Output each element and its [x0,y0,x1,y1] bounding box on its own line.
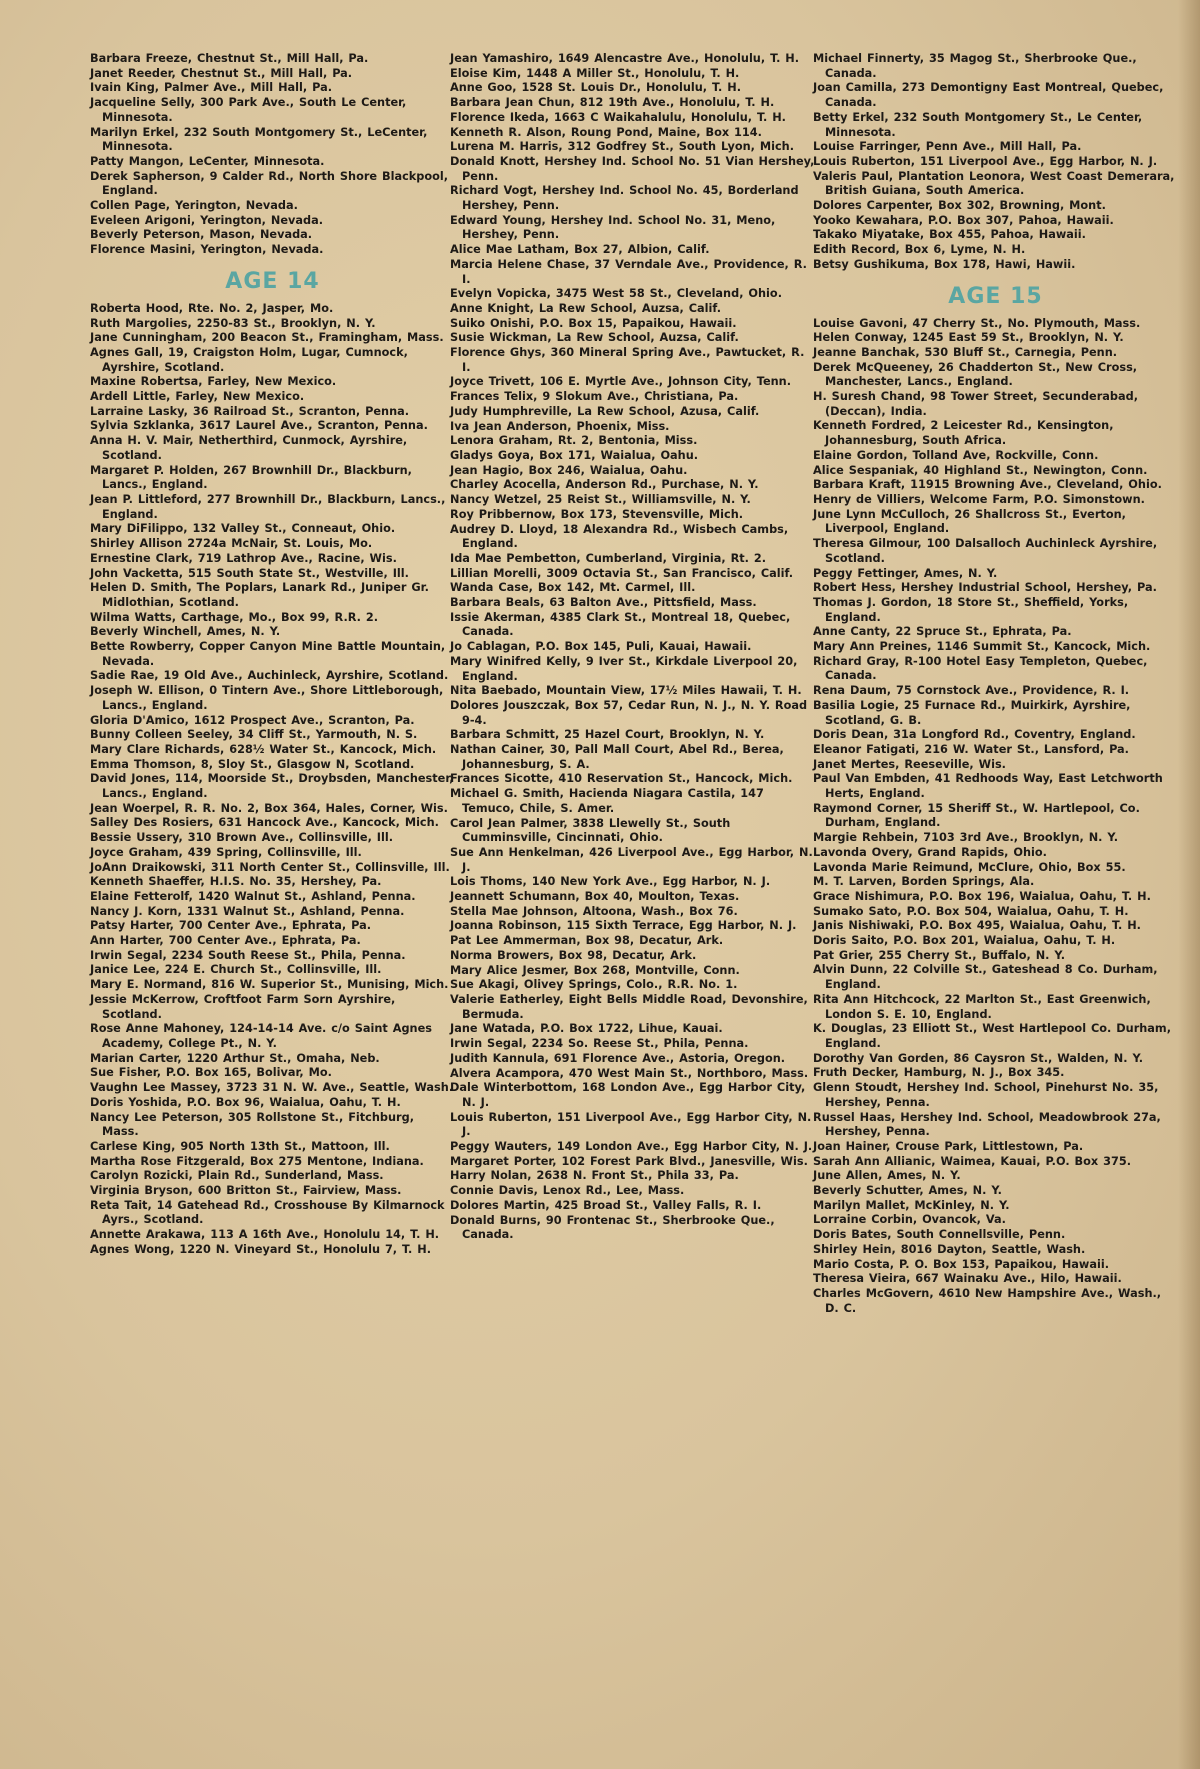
address-entry: Nancy J. Korn, 1331 Walnut St., Ashland, Penna. [90,904,405,918]
address-entry: Audrey D. Lloyd, 18 Alexandra Rd., Wisbech Cambs, England. [450,522,789,551]
address-entry: Shirley Hein, 8016 Dayton, Seattle, Wash. [813,1242,1086,1256]
address-entry: Jean Yamashiro, 1649 Alencastre Ave., Honolulu, T. H. [450,52,800,65]
address-entry: Doris Dean, 31a Longford Rd., Coventry, England. [813,728,1136,742]
address-entry: Theresa Vieira, 667 Wainaku Ave., Hilo, Hawaii. [813,1272,1122,1286]
address-entry: June Lynn McCulloch, 26 Shallcross St., Everton, Liverpool, England. [813,507,1126,536]
address-entry: June Allen, Ames, N. Y. [813,1169,961,1183]
address-entry: Doris Saito, P.O. Box 201, Waialua, Oahu, T. H. [813,934,1116,948]
address-entry: Eloise Kim, 1448 A Miller St., Honolulu, T. H. [450,66,740,80]
address-entry: Stella Mae Johnson, Altoona, Wash., Box 76. [450,904,738,918]
address-entry: Mario Costa, P. O. Box 153, Papaikou, Hawaii. [813,1257,1110,1271]
address-entry: Lorraine Corbin, Ovancok, Va. [813,1213,1006,1227]
address-entry: Reta Tait, 14 Gatehead Rd., Crosshouse By Kilmarnock Ayrs., Scotland. [90,1198,445,1227]
address-entry: Dorothy Van Gorden, 86 Caysron St., Walden, N. Y. [813,1051,1144,1065]
column-3 [813,52,1178,1316]
address-entry: David Jones, 114, Moorside St., Droybsden, Manchester, Lancs., England. [90,772,454,801]
address-entry: Joan Hainer, Crouse Park, Littlestown, Pa. [813,1139,1084,1153]
address-entry: Joseph W. Ellison, 0 Tintern Ave., Shore Littleborough, Lancs., England. [90,684,444,712]
address-entry: Florence Ghys, 360 Mineral Spring Ave., Pawtucket, R. I. [450,346,805,374]
address-entry: Ernestine Clark, 719 Lathrop Ave., Racine, Wis. [90,551,397,565]
address-entry: Rena Daum, 75 Cornstock Ave., Providence, R. I. [813,684,1130,698]
address-entry: Barbara Jean Chun, 812 19th Ave., Honolulu, T. H. [450,96,775,110]
address-entry: Susie Wickman, La Rew School, Auzsa, Calif. [450,331,739,345]
address-entry: Sue Akagi, Olivey Springs, Colo., R.R. No. 1. [450,978,738,992]
address-entry: Roberta Hood, Rte. No. 2, Jasper, Mo. [90,301,334,315]
address-entry: Sarah Ann Allianic, Waimea, Kauai, P.O. Box 375. [813,1154,1132,1168]
address-entry: Margie Rehbein, 7103 3rd Ave., Brooklyn, N. Y. [813,831,1118,845]
address-entry: Eleanor Fatigati, 216 W. Water St., Lansford, Pa. [813,742,1129,756]
address-entry: Issie Akerman, 4385 Clark St., Montreal 18, Quebec, Canada. [450,610,791,639]
address-entry: Janis Nishiwaki, P.O. Box 495, Waialua, Oahu, T. H. [813,919,1141,933]
address-entry: Lenora Graham, Rt. 2, Bentonia, Miss. [450,434,698,448]
address-entry: Robert Hess, Hershey Industrial School, Hershey, Pa. [813,581,1157,595]
address-entry: Nathan Cainer, 30, Pall Mall Court, Abel Rd., Berea, Johannesburg, S. A. [450,743,784,771]
address-entry: Beverly Peterson, Mason, Nevada. [90,228,313,242]
address-entry: Iva Jean Anderson, Phoenix, Miss. [450,419,670,433]
address-entry: Margaret P. Holden, 267 Brownhill Dr., Blackburn, Lancs., England. [90,463,412,492]
address-entry: Lavonda Marie Reimund, McClure, Ohio, Box 55. [813,860,1126,874]
address-entry: Valeris Paul, Plantation Leonora, West Coast Demerara, British Guiana, South America. [813,169,1175,198]
address-entry: Jeanne Banchak, 530 Bluff St., Carnegia, Penn. [813,345,1118,359]
address-entry: Alvin Dunn, 22 Colville St., Gateshead 8 Co. Durham, England. [813,963,1158,992]
address-entry: JoAnn Draikowski, 311 North Center St., Collinsville, Ill. [90,860,450,874]
address-entry: Patty Mangon, LeCenter, Minnesota. [90,154,325,168]
address-entry: Thomas J. Gordon, 18 Store St., Sheffield, Yorks, England. [813,595,1129,624]
address-entry: Janice Lee, 224 E. Church St., Collinsville, Ill. [90,963,382,977]
address-entry: Ann Harter, 700 Center Ave., Ephrata, Pa. [90,934,361,948]
address-entry: Nita Baebado, Mountain View, 17½ Miles Hawaii, T. H. [450,684,802,698]
address-entry: Frances Sicotte, 410 Reservation St., Hancock, Mich. [450,772,793,786]
address-entry: Florence Ikeda, 1663 C Waikahalulu, Honolulu, T. H. [450,110,786,124]
address-entry: Virginia Bryson, 600 Britton St., Fairview, Mass. [90,1184,402,1198]
address-entry: Betty Erkel, 232 South Montgomery St., Le Center, Minnesota. [813,110,1143,139]
address-entry: Edward Young, Hershey Ind. School No. 31, Meno, Hershey, Penn. [450,213,776,242]
address-entry: Larraine Lasky, 36 Railroad St., Scranton, Penna. [90,404,410,418]
column-2 [450,52,815,1243]
address-entry: Jacqueline Selly, 300 Park Ave., South Le Center, Minnesota. [90,96,407,124]
address-entry: Agnes Gall, 19, Craigston Holm, Lugar, Cumnock, Ayrshire, Scotland. [90,345,408,374]
address-entry: Bette Rowberry, Copper Canyon Mine Battle Mountain, Nevada. [90,640,446,668]
address-entry: K. Douglas, 23 Elliott St., West Hartlepool Co. Durham, England. [813,1022,1171,1050]
address-entry: Donald Knott, Hershey Ind. School No. 51 Vian Hershey, Penn. [450,154,815,183]
address-entry: Joan Camilla, 273 Demontigny East Montreal, Quebec, Canada. [813,81,1164,110]
address-entry: Betsy Gushikuma, Box 178, Hawi, Hawii. [813,257,1076,271]
address-entry: Helen D. Smith, The Poplars, Lanark Rd., Juniper Gr. Midlothian, Scotland. [90,581,429,609]
address-entry: Jeannett Schumann, Box 40, Moulton, Texas. [450,890,740,904]
age-heading: AGE 15 [948,283,1043,309]
address-entry: Pat Lee Ammerman, Box 98, Decatur, Ark. [450,934,724,948]
address-entry: Collen Page, Yerington, Nevada. [90,199,298,213]
address-entry: Peggy Wauters, 149 London Ave., Egg Harbor City, N. J. [450,1140,813,1154]
address-entry: Theresa Gilmour, 100 Dalsalloch Auchinleck Ayrshire, Scotland. [813,537,1158,565]
address-entry: Dolores Carpenter, Box 302, Browning, Mont. [813,199,1106,213]
address-entry: Harry Nolan, 2638 N. Front St., Phila 33, Pa. [450,1169,739,1183]
address-entry: Martha Rose Fitzgerald, Box 275 Mentone, Indiana. [90,1154,424,1168]
address-entry: Roy Pribbernow, Box 173, Stevensville, Mich. [450,507,744,521]
address-entry: Louis Ruberton, 151 Liverpool Ave., Egg Harbor, N. J. [813,154,1158,168]
address-entry: Salley Des Rosiers, 631 Hancock Ave., Kancock, Mich. [90,816,439,830]
address-entry: Peggy Fettinger, Ames, N. Y. [813,566,998,580]
address-entry: Ardell Little, Farley, New Mexico. [90,390,305,404]
address-entry: Basilia Logie, 25 Furnace Rd., Muirkirk, Ayrshire, Scotland, G. B. [813,698,1131,727]
address-entry: Russel Haas, Hershey Ind. School, Meadowbrook 27a, Hershey, Penna. [813,1110,1161,1139]
address-entry: Annette Arakawa, 113 A 16th Ave., Honolulu 14, T. H. [90,1228,440,1242]
address-entry: Henry de Villiers, Welcome Farm, P.O. Simonstown. [813,492,1145,506]
address-entry: Edith Record, Box 6, Lyme, N. H. [813,243,1026,257]
address-entry: Mary Ann Preines, 1146 Summit St., Kancock, Mich. [813,640,1151,654]
address-entry: Gladys Goya, Box 171, Waialua, Oahu. [450,448,699,462]
address-entry: Kenneth Shaeffer, H.I.S. No. 35, Hershey, Pa. [90,875,382,889]
address-entry: Ida Mae Pembetton, Cumberland, Virginia, Rt. 2. [450,551,767,565]
address-entry: Donald Burns, 90 Frontenac St., Sherbrooke Que., Canada. [450,1213,775,1242]
address-entry: Mary Winifred Kelly, 9 Iver St., Kirkdale Liverpool 20, England. [450,654,798,683]
address-entry: Grace Nishimura, P.O. Box 196, Waialua, Oahu, T. H. [813,889,1151,903]
address-entry: Frances Telix, 9 Slokum Ave., Christiana, Pa. [450,390,739,404]
address-entry: Louis Ruberton, 151 Liverpool Ave., Egg Harbor City, N. J. [450,1110,812,1139]
address-entry: Evelyn Vopicka, 3475 West 58 St., Cleveland, Ohio. [450,287,782,301]
address-entry: Dolores Martin, 425 Broad St., Valley Falls, R. I. [450,1198,762,1212]
address-entry: Bessie Ussery, 310 Brown Ave., Collinsville, Ill. [90,831,394,845]
address-entry: Norma Browers, Box 98, Decatur, Ark. [450,948,697,962]
address-entry: Glenn Stoudt, Hershey Ind. School, Pinehurst No. 35, Hershey, Penna. [813,1081,1159,1109]
address-entry: Lois Thoms, 140 New York Ave., Egg Harbor, N. J. [450,875,771,889]
address-entry: Sue Ann Henkelman, 426 Liverpool Ave., Egg Harbor, N. J. [450,845,813,874]
address-entry: Jo Cablagan, P.O. Box 145, Puli, Kauai, Hawaii. [450,640,752,654]
address-entry: Irwin Segal, 2234 So. Reese St., Phila, Penna. [450,1037,749,1051]
address-entry: Jean P. Littleford, 277 Brownhill Dr., Blackburn, Lancs., England. [90,492,446,521]
address-entry: Paul Van Embden, 41 Redhoods Way, East Letchworth Herts, England. [813,772,1163,801]
address-entry: Janet Reeder, Chestnut St., Mill Hall, Pa. [90,66,353,80]
address-entry: Patsy Harter, 700 Center Ave., Ephrata, Pa. [90,919,372,933]
address-entry: John Vacketta, 515 South State St., Westville, Ill. [90,566,409,580]
address-entry: Emma Thomson, 8, Sloy St., Glasgow N, Scotland. [90,757,415,771]
address-entry: Elaine Gordon, Tolland Ave, Rockville, Conn. [813,448,1099,462]
address-entry: Anne Knight, La Rew School, Auzsa, Calif. [450,301,722,315]
address-entry: Raymond Corner, 15 Sheriff St., W. Hartlepool, Co. Durham, England. [813,801,1140,830]
address-entry: Mary Alice Jesmer, Box 268, Montville, Conn. [450,963,740,977]
address-entry: Valerie Eatherley, Eight Bells Middle Road, Devonshire, Bermuda. [450,993,808,1021]
address-entry: Nancy Wetzel, 25 Reist St., Williamsville, N. Y. [450,493,751,507]
address-entry: Doris Yoshida, P.O. Box 96, Waialua, Oahu, T. H. [90,1095,401,1109]
address-entry: Suiko Onishi, P.O. Box 15, Papaikou, Hawaii. [450,316,737,330]
address-entry: Sue Fisher, P.O. Box 165, Bolivar, Mo. [90,1066,332,1080]
address-entry: Jessie McKerrow, Croftfoot Farm Sorn Ayrshire, Scotland. [90,992,396,1021]
address-entry: Eveleen Arigoni, Yerington, Nevada. [90,213,323,227]
address-entry: Ivain King, Palmer Ave., Mill Hall, Pa. [90,81,333,95]
address-entry: Barbara Beals, 63 Balton Ave., Pittsfield, Mass. [450,596,757,610]
address-entry: Louise Farringer, Penn Ave., Mill Hall, Pa. [813,140,1082,154]
address-entry: Charley Acocella, Anderson Rd., Purchase, N. Y. [450,478,759,492]
address-entry: Gloria D'Amico, 1612 Prospect Ave., Scranton, Pa. [90,713,415,727]
address-entry: Anna H. V. Mair, Netherthird, Cunmock, Ayrshire, Scotland. [90,434,408,462]
age-heading: AGE 14 [225,268,320,294]
address-entry: Michael Finnerty, 35 Magog St., Sherbrooke Que., Canada. [813,52,1137,80]
address-entry: Carolyn Rozicki, Plain Rd., Sunderland, Mass. [90,1169,384,1183]
address-entry: Lurena M. Harris, 312 Godfrey St., South Lyon, Mich. [450,140,794,154]
address-entry: Carlese King, 905 North 13th St., Mattoon, Ill. [90,1139,390,1153]
address-entry: Alvera Acampora, 470 West Main St., Northboro, Mass. [450,1066,809,1080]
address-entry: Ruth Margolies, 2250-83 St., Brooklyn, N. Y. [90,316,376,330]
address-entry: Anne Canty, 22 Spruce St., Ephrata, Pa. [813,625,1072,639]
address-entry: Nancy Lee Peterson, 305 Rollstone St., Fitchburg, Mass. [90,1110,414,1139]
address-entry: Pat Grier, 255 Cherry St., Buffalo, N. Y. [813,948,1066,962]
address-entry: Judith Kannula, 691 Florence Ave., Astoria, Oregon. [450,1051,786,1065]
address-entry: Jean Woerpel, R. R. No. 2, Box 364, Hales, Corner, Wis. [90,801,448,815]
address-entry: Lillian Morelli, 3009 Octavia St., San Francisco, Calif. [450,566,794,580]
address-entry: Derek Sapherson, 9 Calder Rd., North Shore Blackpool, England. [90,169,449,198]
address-entry: Kenneth R. Alson, Roung Pond, Maine, Box 114. [450,125,762,139]
column-1 [90,52,455,1258]
address-entry: Bunny Colleen Seeley, 34 Cliff St., Yarmouth, N. S. [90,728,418,742]
address-entry: Barbara Kraft, 11915 Browning Ave., Cleveland, Ohio. [813,478,1162,492]
address-entry: Mary E. Normand, 816 W. Superior St., Munising, Mich. [90,978,449,992]
address-entry: Joyce Graham, 439 Spring, Collinsville, Ill. [90,845,362,859]
address-entry: Sadie Rae, 19 Old Ave., Auchinleck, Ayrshire, Scotland. [90,669,449,683]
address-entry: Jane Cunningham, 200 Beacon St., Framingham, Mass. [90,331,444,345]
address-entry: Jane Watada, P.O. Box 1722, Lihue, Kauai. [450,1022,723,1036]
address-entry: Charles McGovern, 4610 New Hampshire Ave., Wash., D. C. [813,1286,1162,1315]
address-entry: Rose Anne Mahoney, 124-14-14 Ave. c/o Saint Agnes Academy, College Pt., N. Y. [90,1022,432,1050]
address-entry: Marian Carter, 1220 Arthur St., Omaha, Neb. [90,1051,380,1065]
address-entry: M. T. Larven, Borden Springs, Ala. [813,875,1035,889]
address-entry: Elaine Fetterolf, 1420 Walnut St., Ashland, Penna. [90,889,416,903]
address-entry: Mary Clare Richards, 628½ Water St., Kancock, Mich. [90,742,437,756]
address-entry: Joyce Trivett, 106 E. Myrtle Ave., Johnson City, Tenn. [450,375,791,389]
address-entry: Dolores Jouszczak, Box 57, Cedar Run, N. J., N. Y. Road 9-4. [450,698,808,727]
address-entry: Judy Humphreville, La Rew School, Azusa, Calif. [450,404,760,418]
address-entry: Shirley Allison 2724a McNair, St. Louis, Mo. [90,537,373,551]
address-entry: Derek McQueeney, 26 Chadderton St., New Cross, Manchester, Lancs., England. [813,360,1138,389]
address-entry: Jean Hagio, Box 246, Waialua, Oahu. [450,463,688,477]
address-entry: Sumako Sato, P.O. Box 504, Waialua, Oahu, T. H. [813,904,1129,918]
address-entry: Alice Mae Latham, Box 27, Albion, Calif. [450,243,710,257]
address-entry: Florence Masini, Yerington, Nevada. [90,243,324,257]
address-entry: Wilma Watts, Carthage, Mo., Box 99, R.R. 2. [90,610,379,624]
address-entry: Connie Davis, Lenox Rd., Lee, Mass. [450,1184,685,1198]
address-entry: Lavonda Overy, Grand Rapids, Ohio. [813,845,1047,859]
address-entry: Wanda Case, Box 142, Mt. Carmel, Ill. [450,581,696,595]
address-entry: Maxine Robertsa, Farley, New Mexico. [90,375,337,389]
address-entry: Louise Gavoni, 47 Cherry St., No. Plymouth, Mass. [813,316,1141,330]
address-entry: H. Suresh Chand, 98 Tower Street, Secunderabad, (Deccan), India. [813,390,1138,418]
address-entry: Kenneth Fordred, 2 Leicester Rd., Kensington, Johannesburg, South Africa. [813,419,1114,448]
address-entry: Helen Conway, 1245 East 59 St., Brooklyn, N. Y. [813,331,1124,345]
address-entry: Beverly Winchell, Ames, N. Y. [90,625,281,639]
address-entry: Michael G. Smith, Hacienda Niagara Castila, 147 Temuco, Chile, S. Amer. [450,787,764,815]
address-entry: Rita Ann Hitchcock, 22 Marlton St., East Greenwich, London S. E. 10, England. [813,992,1151,1021]
address-entry: Barbara Schmitt, 25 Hazel Court, Brooklyn, N. Y. [450,728,765,742]
address-entry: Janet Mertes, Reeseville, Wis. [813,757,1006,771]
address-entry: Richard Vogt, Hershey Ind. School No. 45, Borderland Hershey, Penn. [450,184,799,213]
address-entry: Mary DiFilippo, 132 Valley St., Conneaut, Ohio. [90,522,396,536]
address-entry: Irwin Segal, 2234 South Reese St., Phila, Penna. [90,948,406,962]
address-entry: Yooko Kewahara, P.O. Box 307, Pahoa, Hawaii. [813,213,1114,227]
address-entry: Agnes Wong, 1220 N. Vineyard St., Honolulu 7, T. H. [90,1242,431,1256]
address-entry: Marilyn Mallet, McKinley, N. Y. [813,1198,1010,1212]
address-entry: Dale Winterbottom, 168 London Ave., Egg Harbor City, N. J. [450,1081,806,1109]
address-entry: Joanna Robinson, 115 Sixth Terrace, Egg Harbor, N. J. [450,919,797,933]
address-entry: Anne Goo, 1528 St. Louis Dr., Honolulu, T. H. [450,81,741,95]
address-entry: Fruth Decker, Hamburg, N. J., Box 345. [813,1066,1065,1080]
address-entry: Carol Jean Palmer, 3838 Llewelly St., South Cumminsville, Cincinnati, Ohio. [450,816,731,845]
address-entry: Vaughn Lee Massey, 3723 31 N. W. Ave., Seattle, Wash. [90,1081,454,1095]
page-edge-shadow [1178,0,1200,1769]
address-entry: Alice Sespaniak, 40 Highland St., Newington, Conn. [813,463,1148,477]
address-entry: Beverly Schutter, Ames, N. Y. [813,1184,1002,1198]
address-entry: Sylvia Szklanka, 3617 Laurel Ave., Scranton, Penna. [90,419,428,433]
address-entry: Richard Gray, R-100 Hotel Easy Templeton, Quebec, Canada. [813,654,1148,683]
address-entry: Doris Bates, South Connellsville, Penn. [813,1228,1066,1242]
address-entry: Barbara Freeze, Chestnut St., Mill Hall, Pa. [90,52,369,65]
address-entry: Takako Miyatake, Box 455, Pahoa, Hawaii. [813,228,1086,242]
address-entry: Marcia Helene Chase, 37 Verndale Ave., Providence, R. I. [450,257,807,286]
address-entry: Marilyn Erkel, 232 South Montgomery St., LeCenter, Minnesota. [90,125,428,154]
address-entry: Margaret Porter, 102 Forest Park Blvd., Janesville, Wis. [450,1154,808,1168]
